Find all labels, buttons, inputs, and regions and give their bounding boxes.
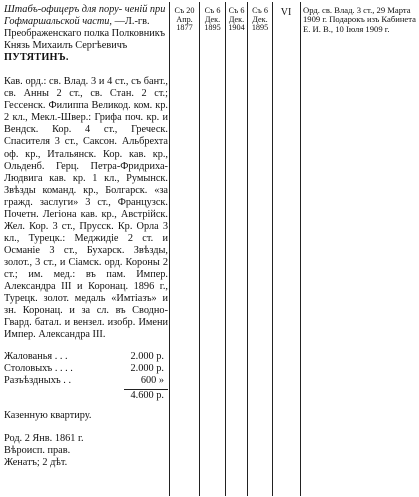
salary-label: Жалованья . . . bbox=[4, 351, 68, 363]
person-surname: ПУТЯТИНЪ. bbox=[4, 52, 69, 64]
date-in-service: Съ 20 Апр. 1877 bbox=[174, 6, 195, 33]
date-in-rank: Съ 6 Дек. 1895 bbox=[204, 6, 221, 33]
family-status: Женатъ; 2 дѣт. bbox=[4, 456, 68, 468]
salary-row bbox=[4, 375, 168, 387]
recent-awards: Орд. св. Влад. 3 ст., 29 Марта 1909 г. Подарокъ изъ Кабинета Е. И. В., 10 Іюля 1909 г. bbox=[303, 5, 416, 34]
column-divider bbox=[272, 2, 273, 496]
rank-and-name: —Л.-гв. Преображенскаго полка Полковникъ Князь Михаилъ Сергѣевичъ bbox=[4, 16, 166, 52]
salary-label: Столовыхъ . . . . bbox=[4, 363, 73, 375]
salary-row bbox=[4, 351, 168, 363]
date-in-court-service: Съ 6 Дек. 1895 bbox=[251, 6, 269, 33]
column-divider bbox=[300, 2, 301, 496]
salary-amount: 2.000 р. bbox=[130, 363, 164, 375]
salary-row bbox=[4, 363, 168, 375]
column-divider bbox=[199, 2, 200, 496]
birth-date: Род. 2 Янв. 1861 г. bbox=[4, 432, 84, 444]
column-divider bbox=[225, 2, 226, 496]
orders-list: Кав. орд.: св. Влад. 3 и 4 ст., съ бант., св. Анны 2 ст., св. Стан. 2 ст.; Гессенск. Филиппа Великод. ком. кр. 2 кл., Мекл.-Швер.: Грифа поч. кр. и Вендск. Кор. 4 ст., Греческ. Спасителя 3 ст., Саксон. Альбрехта оф. кр., Итальянск. Кор. кав. кр., Ольденб. Герц. Петра-Фридриха-Людвига кав. кр. 1 кл., Румынск. Звѣзды команд. кр., Болгарск. «за гражд. заслуги» 3 ст., Французск. Почетн. Легіона кав. кр., Австрійск. Жел. Кор. 3 ст., Прусск. Кр. Орла 3 кл., Турецк.: Меджидіе 2 ст. и Османіе 3 ст., Бухарск. Звѣзды, золот., 3 ст., и Сіамск. орд. Короны 2 ст.; им. мед.: въ пам. Импер. Александра III и Коронац. 1896 г., Турецк. золот. медаль «Имтіазъ» и зн. Коронац. и за сл. въ Сводно-Гвард. батал. и вензел. изобр. Имени Импер. Александра III. bbox=[4, 76, 168, 341]
salary-total-row bbox=[4, 390, 168, 402]
apartment-note: Казенную квартиру. bbox=[4, 410, 92, 422]
salary-label: Разъѣздныхъ . . bbox=[4, 375, 72, 387]
religion: Вѣроисп. прав. bbox=[4, 444, 71, 456]
column-divider bbox=[247, 2, 248, 496]
salary-amount: 2.000 р. bbox=[130, 351, 164, 363]
salary-amount: 600 » bbox=[140, 375, 164, 387]
column-divider bbox=[169, 2, 170, 496]
salary-total: 4.600 р. bbox=[130, 390, 164, 402]
entry-main-column bbox=[4, 4, 168, 469]
entry-heading bbox=[4, 4, 168, 64]
salary-table bbox=[4, 351, 168, 402]
class-rank: VI bbox=[280, 7, 292, 18]
position-title: Штабъ-офицеръ для пору- ченій при Гофмаршальской части, bbox=[4, 4, 166, 28]
date-in-position: Съ 6 Дек. 1904 bbox=[228, 6, 245, 33]
